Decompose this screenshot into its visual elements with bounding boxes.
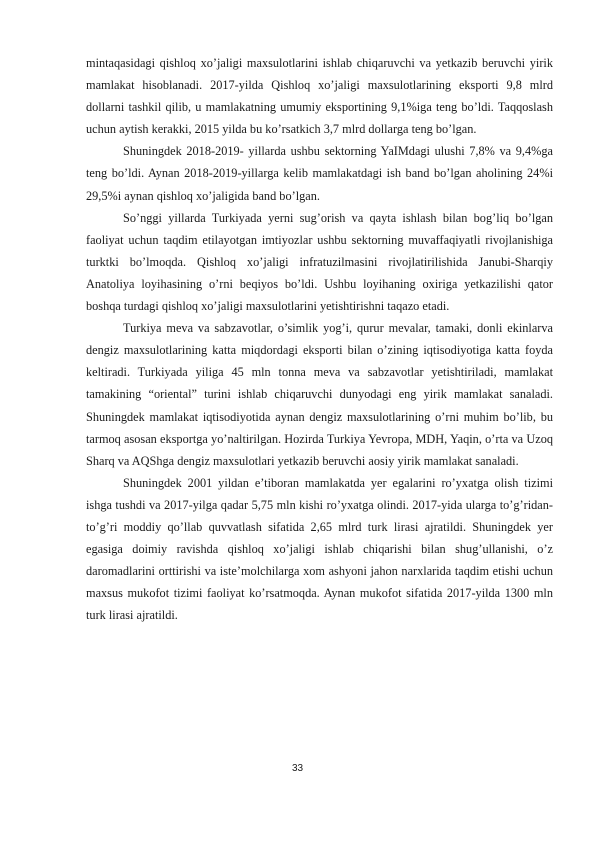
paragraph-3: So’nggi yillarda Turkiyada yerni sug’orish va qayta ishlash bilan bog’liq bo’lgan faoliyat uchun taqdim etilayotgan imtiyozlar ushbu sektorning muvaffaqiyatli rivojlanishiga turktki bo’lmoqda. Qishloq xo’jaligi infratuzilmasini rivojlatirilishida Janubi-Sharqiy Anatoliya loyihasining o’rni beqiyos bo’ldi. Ushbu loyihaning oxiriga yetkazilishi qator boshqa turdagi qishloq xo’jaligi maxsulotlarini yetishtirishni taqazo etadi. xyxy=(86,210,553,314)
paragraph-1: mintaqasidagi qishloq xo’jaligi maxsulotlarini ishlab chiqaruvchi va yetkazib beruvchi yirik mamlakat hisoblanadi. 2017-yilda Qishloq xo’jaligi maxsulotlarining eksporti 9,8 mlrd dollarni tashkil qilib, u mamlakatning umumiy eksportining 9,1%iga teng bo’ldi. Taqqoslash uchun aytish kerakki, 2015 yilda bu ko’rsatkich 3,7 mlrd dollarga teng bo’lgan. xyxy=(86,56,553,137)
body-text xyxy=(86,52,553,626)
paragraph-2: Shuningdek 2018-2019- yillarda ushbu sektorning YaIMdagi ulushi 7,8% va 9,4%ga teng bo’ldi. Aynan 2018-2019-yillarga kelib mamlakatdagi ish band bo’lgan aholining 24%i 29,5%i aynan qishloq xo’jaligida band bo’lgan. xyxy=(86,144,553,203)
paragraph-5: Shuningdek 2001 yildan e’tiboran mamlakatda yer egalarini ro’yxatga olish tizimi ishga tushdi va 2017-yilga qadar 5,75 mln kishi ro’yxatga olindi. 2017-yida ularga to’g’ridan-to’g’ri moddiy qo’llab quvvatlash sifatida 2,65 mlrd turk lirasi ajratildi. Shuningdek yer egasiga doimiy ravishda qishloq xo’jaligi ishlab chiqarishi bilan shug’ullanishi, o’z daromadlarini orttirishi va iste’molchilarga xom ashyoni jahon narxlarida taqdim etishi uchun maxsus mukofot tizimi faoliyat ko’rsatmoqda. Aynan mukofot sifatida 2017-yilda 1300 mln turk lirasi ajratildi. xyxy=(86,475,553,623)
page-number: 33 xyxy=(291,763,304,774)
paragraph-4: Turkiya meva va sabzavotlar, o’simlik yog’i, qurur mevalar, tamaki, donli ekinlarva dengiz maxsulotlarining katta miqdordagi eksporti bilan o’zining iqtisodiyotiga katta foyda keltiradi. Turkiyada yiliga 45 mln tonna meva va sabzavotlar yetishtiriladi, mamlakat tamakining “oriental” turini ishlab chiqaruvchi dunyodagi eng yirik mamlakat sanaladi. Shuningdek mamlakat iqtisodiyotida aynan dengiz maxsulotlarining o’rni muhim bo’lib, bu tarmoq asosan eksportga yo’naltirilgan. Hozirda Turkiya Yevropa, MDH, Yaqin, o’rta va Uzoq Sharq va AQShga dengiz maxsulotlari yetkazib beruvchi aosiy yirik mamlakat sanaladi. xyxy=(86,321,553,468)
